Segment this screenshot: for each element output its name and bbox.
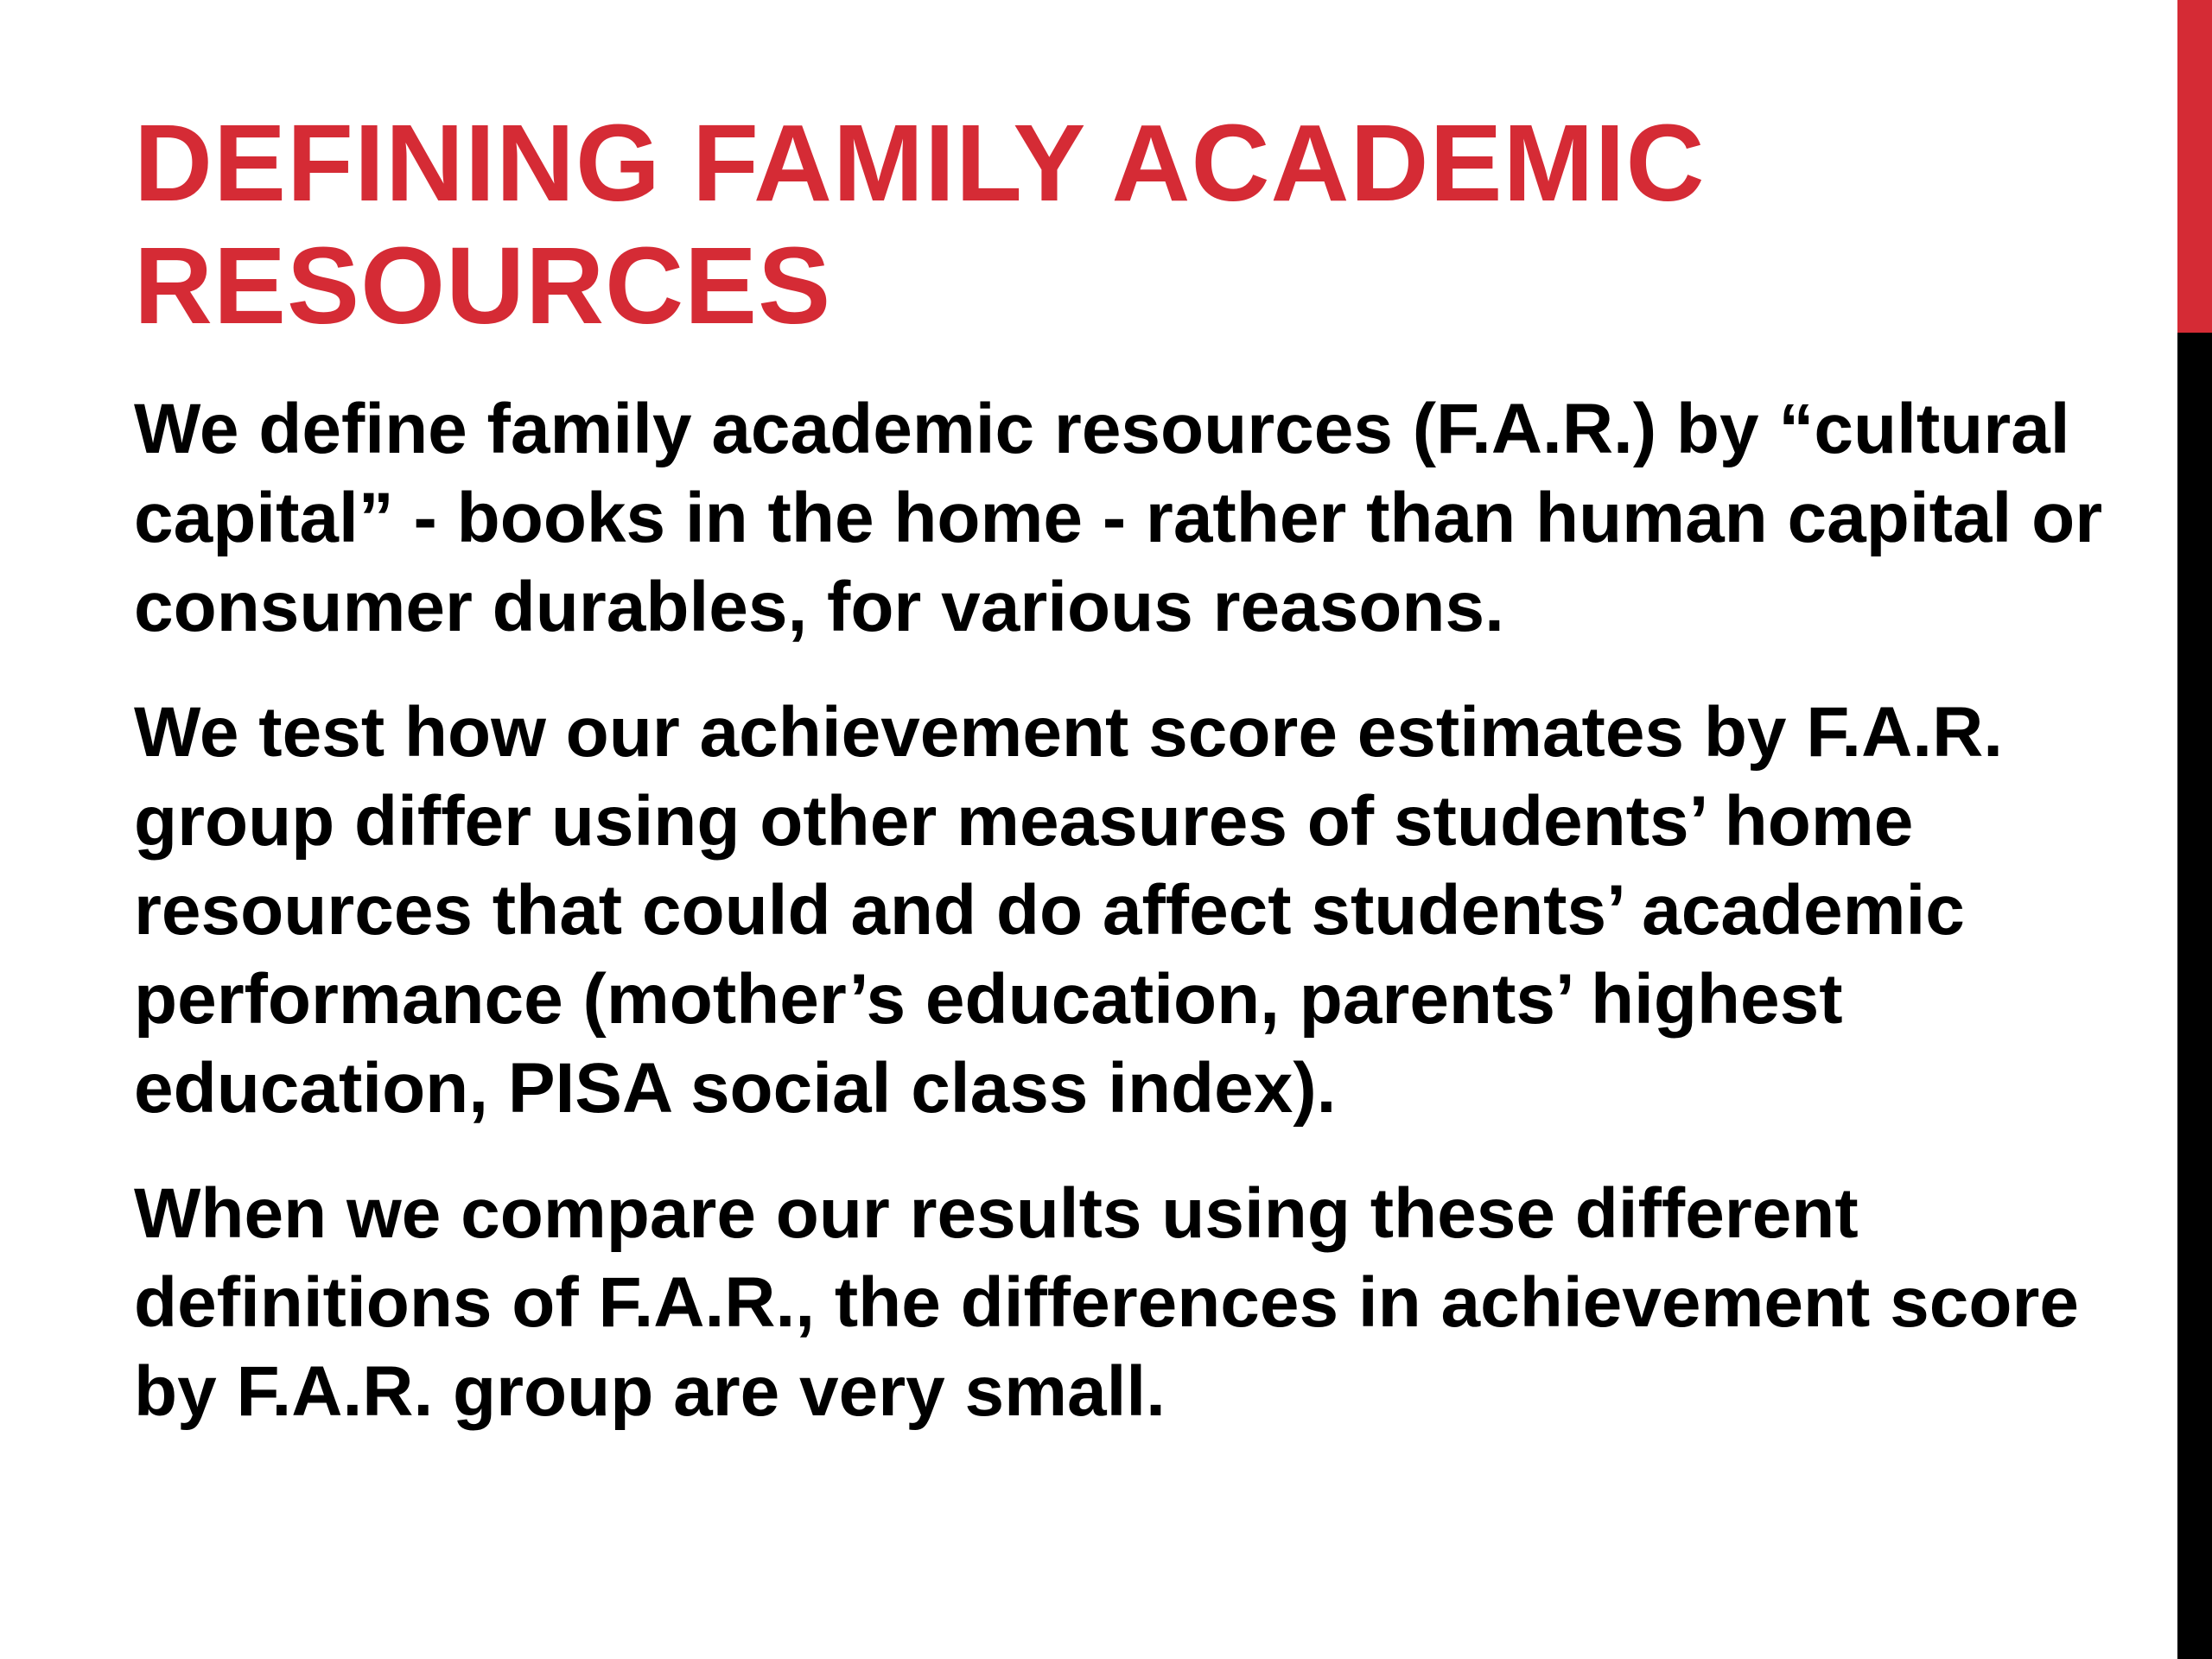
slide-title: DEFINING FAMILY ACADEMIC RESOURCES <box>134 102 1706 346</box>
paragraph-definition: We define family academic resources (F.A.R.) by “cultural capital” - books in the home - rather than human capital or consumer durables, for various reasons. <box>134 390 2103 646</box>
accent-bar-black <box>2177 333 2212 1659</box>
paragraph-test: We test how our achievement score estimates by F.A.R. group differ using other measures of students’ home resources that could and do affect students’ academic performance (mother’s education, parents’ highest education, PISA social class index). <box>134 693 2004 1128</box>
paragraph-comparison: When we compare our results using these different definitions of F.A.R., the differences in achievement score by F.A.R. group are very small. <box>134 1174 2079 1431</box>
accent-bar-red <box>2177 0 2212 333</box>
slide-body <box>134 385 2113 1472</box>
